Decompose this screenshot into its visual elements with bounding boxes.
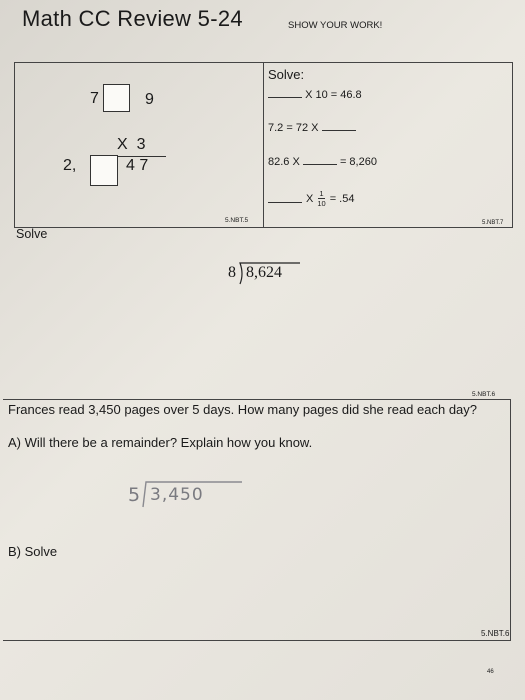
handwritten-divisor: 5 <box>128 484 141 506</box>
handwritten-dividend: 3,450 <box>150 485 204 505</box>
multiplier: X 3 <box>117 136 146 153</box>
equation-1 <box>268 89 362 101</box>
equation-1-text: X 10 = 46.8 <box>305 89 362 101</box>
divisor-8: 8 <box>228 264 236 281</box>
long-division-problem <box>228 262 308 286</box>
equation-3-pre: 82.6 X <box>268 156 300 168</box>
part-a-text: A) Will there be a remainder? Explain how you know. <box>8 435 313 450</box>
digit-7: 7 <box>90 90 99 107</box>
product-prefix: 2, <box>63 157 77 174</box>
fraction <box>317 189 325 208</box>
product-digits: 4 7 <box>126 157 149 174</box>
equation-2 <box>268 122 356 134</box>
equation-3 <box>268 156 377 168</box>
worksheet-title: Math CC Review 5-24 <box>22 6 243 31</box>
answer-blank-4[interactable] <box>268 194 302 203</box>
fraction-numerator: 1 <box>319 189 324 198</box>
answer-blank-1[interactable] <box>268 89 302 98</box>
worksheet-subtitle: SHOW YOUR WORK! <box>288 20 383 31</box>
box-1-divider <box>263 63 264 227</box>
handwritten-division <box>126 480 246 510</box>
fraction-denominator: 10 <box>317 199 326 208</box>
equation-4-x: X <box>306 192 314 205</box>
standard-5nbt7: 5.NBT.7 <box>482 220 504 226</box>
product-digit-box[interactable] <box>90 155 118 186</box>
question-text: Frances read 3,450 pages over 5 days. How many pages did she read each day? <box>8 402 478 417</box>
page-number: 46 <box>487 669 494 675</box>
solve-label: Solve: <box>268 67 305 82</box>
equation-4 <box>268 189 354 208</box>
standard-5nbt6-b: 5.NBT.6 <box>481 629 510 638</box>
standard-5nbt6-a: 5.NBT.6 <box>472 391 496 398</box>
answer-blank-3[interactable] <box>303 156 337 165</box>
part-b-text: B) Solve <box>8 544 58 559</box>
equation-2-text: 7.2 = 72 X <box>268 122 319 134</box>
digit-9: 9 <box>145 91 154 108</box>
missing-digit-box[interactable] <box>103 84 130 112</box>
standard-5nbt5: 5.NBT.5 <box>225 217 249 224</box>
equation-3-post: = 8,260 <box>339 156 377 168</box>
answer-blank-2[interactable] <box>322 122 356 131</box>
solve-label-2: Solve <box>16 227 48 241</box>
equation-4-post: = .54 <box>329 192 355 205</box>
dividend-8624: 8,624 <box>246 264 282 281</box>
